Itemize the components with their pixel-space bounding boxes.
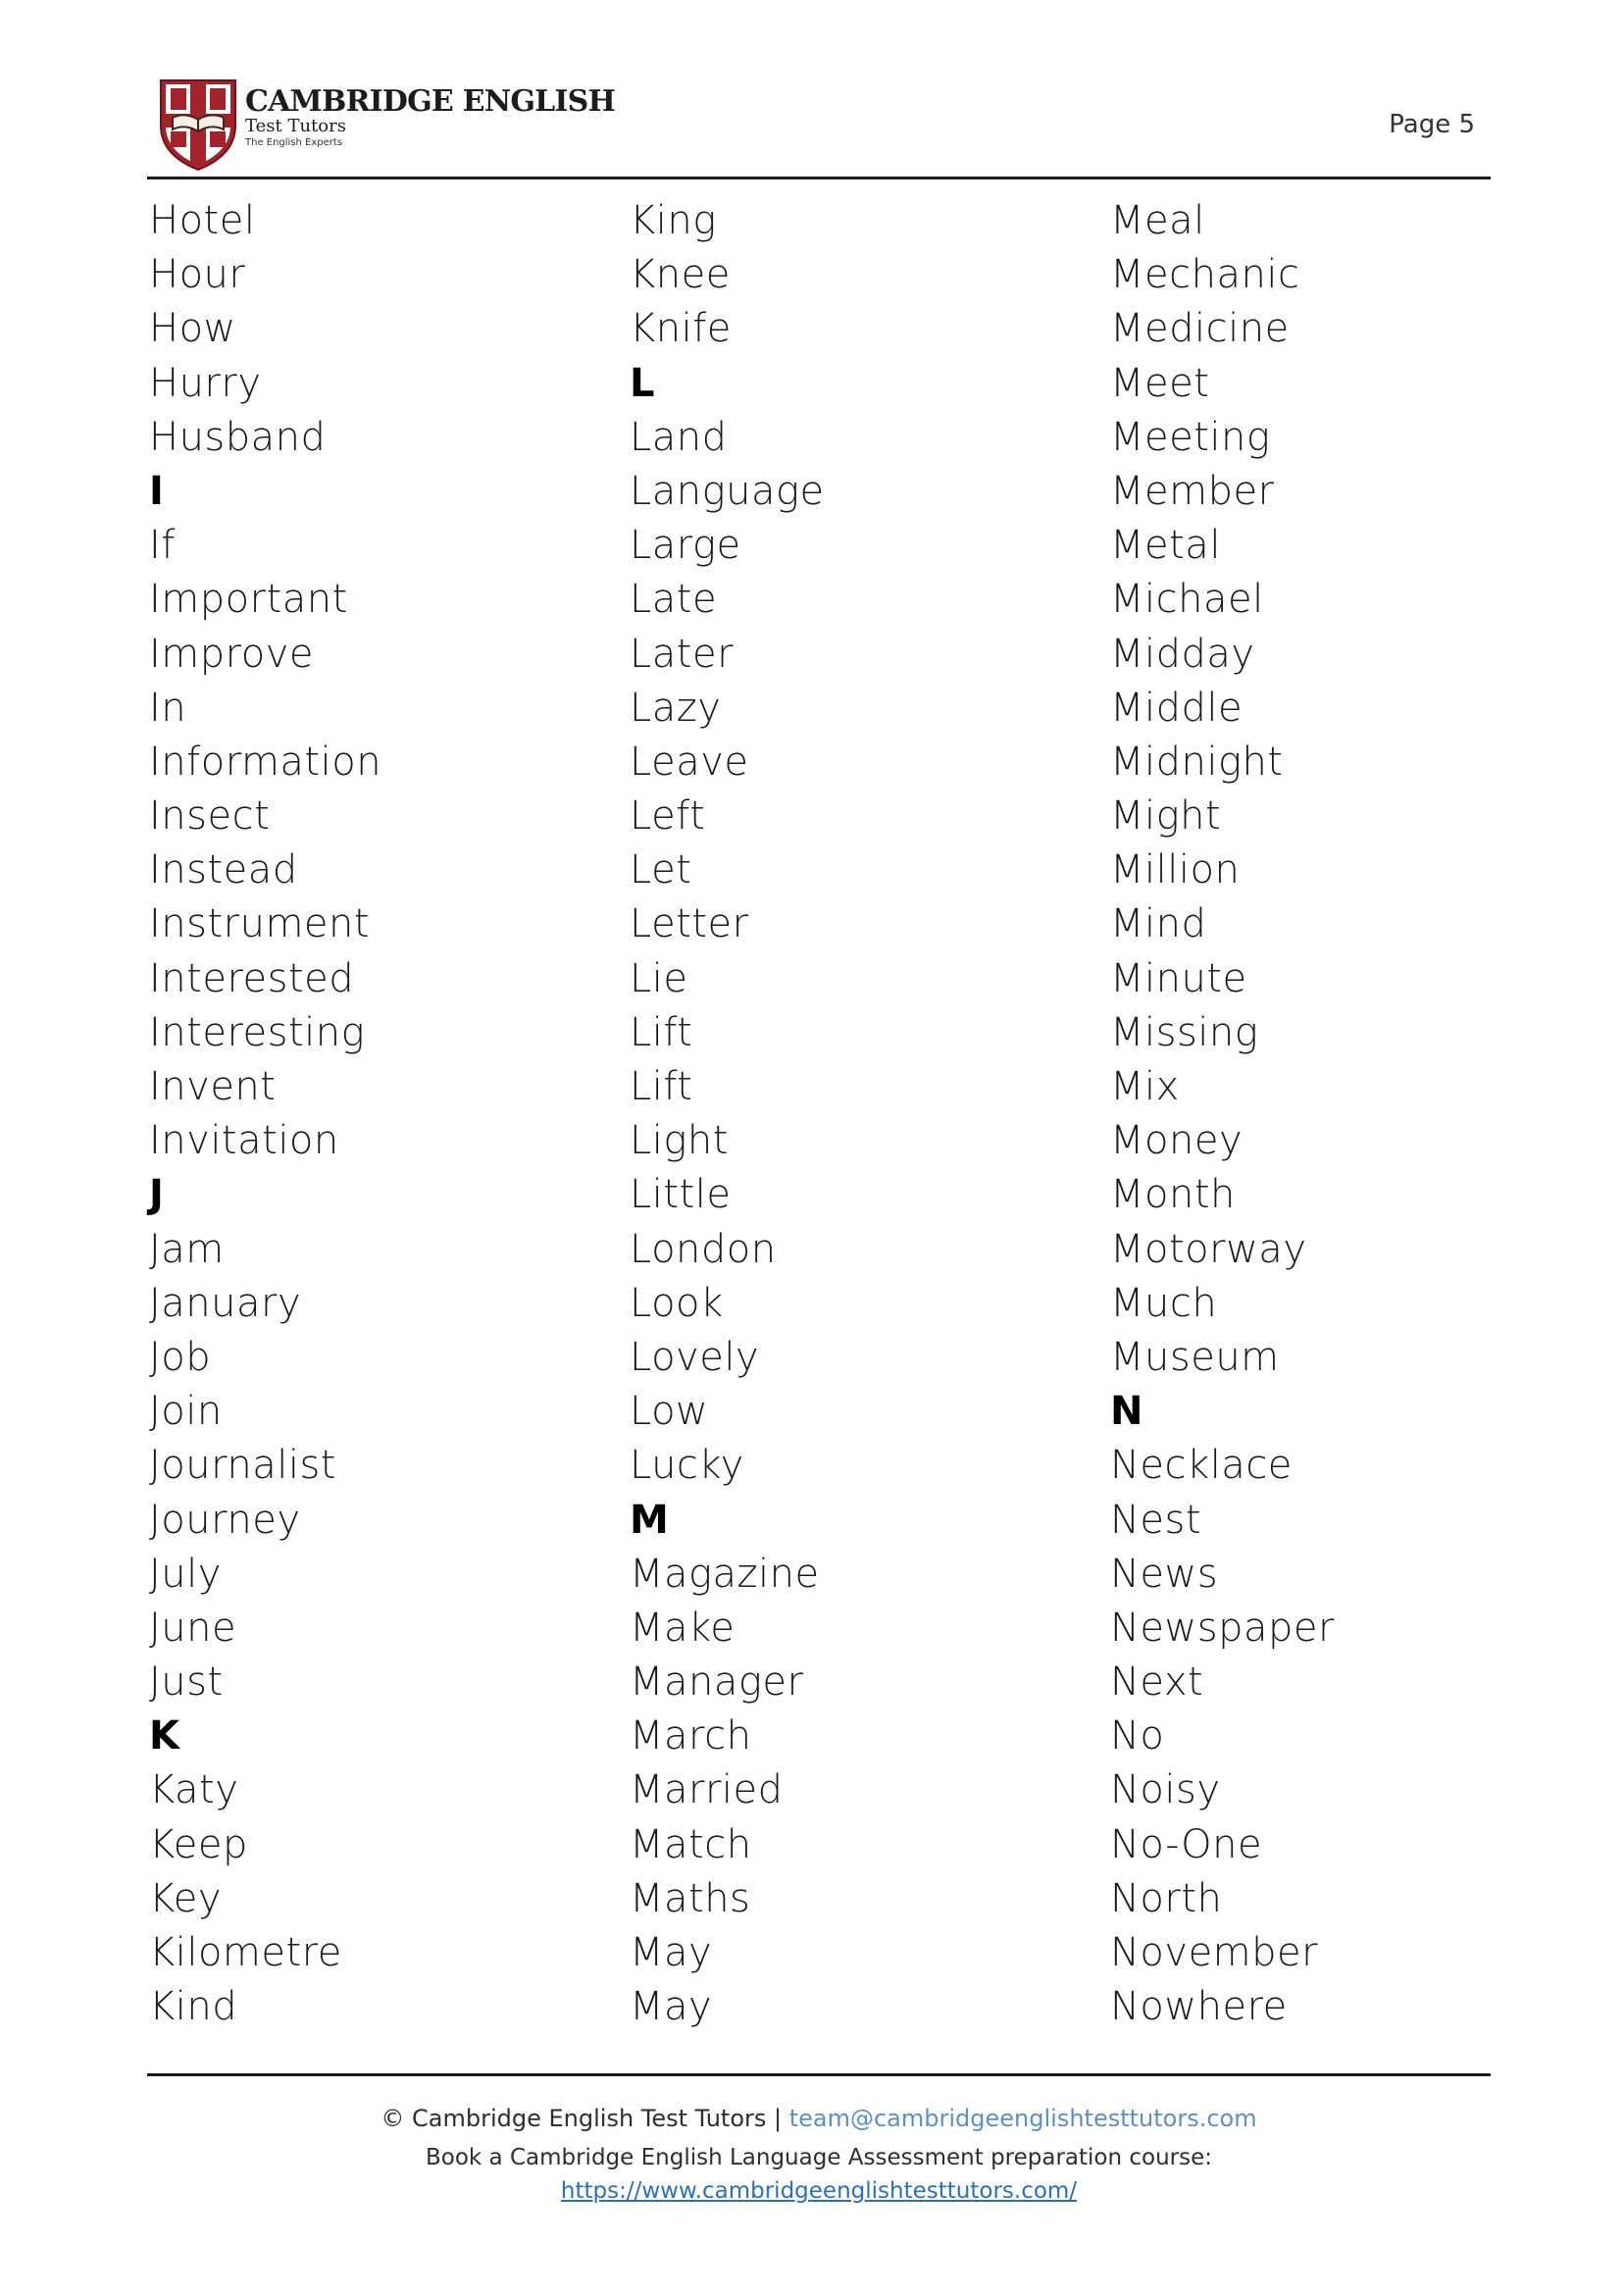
vocabulary-word: Hotel <box>149 198 256 243</box>
vocabulary-word: Instead <box>149 847 298 893</box>
vocabulary-word: Million <box>1110 847 1241 893</box>
vocabulary-word: Nest <box>1110 1497 1202 1543</box>
vocabulary-word: No-One <box>1110 1821 1263 1867</box>
vocabulary-word: Lazy <box>630 685 722 731</box>
vocabulary-word: Left <box>630 793 706 840</box>
vocabulary-word: London <box>630 1226 777 1272</box>
vocabulary-word: Journalist <box>149 1443 336 1489</box>
section-letter-heading: M <box>630 1497 670 1543</box>
vocabulary-word: Important <box>149 577 348 623</box>
vocabulary-word: June <box>149 1605 237 1651</box>
section-letter-heading: J <box>149 1172 165 1218</box>
section-letter-heading: I <box>149 468 165 514</box>
vocabulary-word: Kind <box>149 1984 238 2030</box>
vocabulary-word: Month <box>1110 1172 1236 1218</box>
vocabulary-word: Married <box>630 1767 784 1813</box>
vocabulary-word: News <box>1110 1551 1219 1597</box>
vocabulary-word: Hour <box>149 252 246 298</box>
vocabulary-word: Look <box>630 1280 724 1326</box>
vocabulary-word: Knife <box>630 306 732 352</box>
word-column-2 <box>630 194 1081 2034</box>
header-divider <box>147 177 1491 179</box>
vocabulary-word: Mix <box>1110 1064 1180 1109</box>
vocabulary-word: Information <box>149 739 382 785</box>
vocabulary-word: Lucky <box>630 1443 744 1489</box>
vocabulary-word: November <box>1110 1930 1319 1975</box>
vocabulary-word: Next <box>1110 1659 1204 1706</box>
vocabulary-word: Museum <box>1110 1334 1280 1380</box>
vocabulary-word: Just <box>149 1659 224 1706</box>
vocabulary-word: Leave <box>630 739 749 785</box>
vocabulary-word: Large <box>630 523 741 569</box>
vocabulary-word: Minute <box>1110 955 1247 1001</box>
vocabulary-word: Letter <box>630 901 749 947</box>
vocabulary-word: Language <box>630 468 825 514</box>
vocabulary-word: Jam <box>149 1226 225 1272</box>
vocabulary-word: Improve <box>149 631 314 677</box>
vocabulary-word: Money <box>1110 1118 1243 1164</box>
vocabulary-word: Land <box>630 414 728 460</box>
vocabulary-word: Newspaper <box>1110 1605 1335 1651</box>
vocabulary-word: In <box>149 685 187 731</box>
vocabulary-word: Maths <box>630 1875 751 1921</box>
vocabulary-word: Manager <box>630 1659 804 1706</box>
footer-contact-line <box>147 2097 1491 2140</box>
vocabulary-word: Invitation <box>149 1118 339 1164</box>
vocabulary-word: Metal <box>1110 523 1221 569</box>
vocabulary-word: Hurry <box>149 360 262 406</box>
vocabulary-word: Little <box>630 1172 732 1218</box>
vocabulary-word: January <box>149 1280 302 1326</box>
vocabulary-word: Medicine <box>1110 306 1290 352</box>
vocabulary-word: No <box>1110 1713 1165 1759</box>
copyright-text: © Cambridge English Test Tutors | <box>381 2105 789 2132</box>
vocabulary-word: Join <box>149 1389 223 1435</box>
vocabulary-word: March <box>630 1713 752 1759</box>
word-column-1 <box>149 194 600 2034</box>
vocabulary-word: Later <box>630 631 735 677</box>
vocabulary-word: Journey <box>149 1497 301 1543</box>
vocabulary-word: Lovely <box>630 1334 760 1380</box>
vocabulary-word: Low <box>630 1389 709 1435</box>
vocabulary-word: King <box>630 198 717 243</box>
page-footer <box>147 2097 1491 2207</box>
vocabulary-word: Midnight <box>1110 739 1284 785</box>
vocabulary-word: Motorway <box>1110 1226 1307 1272</box>
vocabulary-word: Meal <box>1110 198 1205 243</box>
vocabulary-word: Key <box>149 1875 223 1921</box>
page-number: Page 5 <box>1389 110 1475 139</box>
vocabulary-word: Mind <box>1110 901 1207 947</box>
vocabulary-word: Light <box>630 1118 729 1164</box>
vocabulary-word: Meeting <box>1110 414 1271 460</box>
footer-divider <box>147 2073 1491 2076</box>
vocabulary-word: Lie <box>630 955 688 1001</box>
vocabulary-word: Match <box>630 1821 752 1867</box>
vocabulary-word: Much <box>1110 1280 1218 1326</box>
section-letter-heading: K <box>149 1713 180 1759</box>
vocabulary-word: Michael <box>1110 577 1264 623</box>
vocabulary-word: Lift <box>630 1009 693 1055</box>
vocabulary-word: Noisy <box>1110 1767 1221 1813</box>
vocabulary-word: Meet <box>1110 360 1210 406</box>
vocabulary-word: Magazine <box>630 1551 820 1597</box>
vocabulary-word: July <box>149 1551 222 1597</box>
vocabulary-word: North <box>1110 1875 1223 1921</box>
vocabulary-word: If <box>149 523 176 569</box>
brand-name: CAMBRIDGE ENGLISH <box>245 84 616 119</box>
cambridge-shield-logo-icon <box>157 75 239 173</box>
vocabulary-word: Mechanic <box>1110 252 1300 298</box>
vocabulary-word: Katy <box>149 1767 239 1813</box>
vocabulary-word: Member <box>1110 468 1275 514</box>
email-link[interactable]: team@cambridgeenglishtesttutors.com <box>788 2105 1257 2132</box>
website-link[interactable]: https://www.cambridgeenglishtesttutors.com/ <box>560 2178 1078 2204</box>
vocabulary-word: Keep <box>149 1821 248 1867</box>
vocabulary-word: Late <box>630 577 718 623</box>
vocabulary-word: Nowhere <box>1110 1984 1288 2030</box>
vocabulary-word: Job <box>149 1334 212 1380</box>
vocabulary-word: Instrument <box>149 901 371 947</box>
vocabulary-word: Middle <box>1110 685 1243 731</box>
vocabulary-word: Midday <box>1110 631 1255 677</box>
vocabulary-word: May <box>630 1984 713 2030</box>
vocabulary-word: Might <box>1110 793 1222 840</box>
vocabulary-word: Interesting <box>149 1009 366 1055</box>
section-letter-heading: L <box>630 360 655 406</box>
booking-text: Book a Cambridge English Language Assessment preparation course: <box>425 2145 1213 2170</box>
vocabulary-word: Insect <box>149 793 271 840</box>
vocabulary-word: May <box>630 1930 713 1975</box>
vocabulary-word: Husband <box>149 414 327 460</box>
word-column-3 <box>1110 194 1561 2034</box>
vocabulary-word: Let <box>630 847 692 893</box>
word-list <box>149 194 1493 2038</box>
vocabulary-word: Knee <box>630 252 731 298</box>
vocabulary-word: Missing <box>1110 1009 1259 1055</box>
vocabulary-word: How <box>149 306 236 352</box>
brand-tagline: The English Experts <box>245 137 343 148</box>
page-header <box>147 69 1491 178</box>
vocabulary-word: Necklace <box>1110 1443 1293 1489</box>
section-letter-heading: N <box>1110 1389 1143 1435</box>
vocabulary-word: Invent <box>149 1064 277 1109</box>
vocabulary-word: Make <box>630 1605 736 1651</box>
vocabulary-word: Interested <box>149 955 355 1001</box>
vocabulary-word: Lift <box>630 1064 693 1109</box>
vocabulary-word: Kilometre <box>149 1930 342 1975</box>
brand-subtitle: Test Tutors <box>245 116 346 136</box>
